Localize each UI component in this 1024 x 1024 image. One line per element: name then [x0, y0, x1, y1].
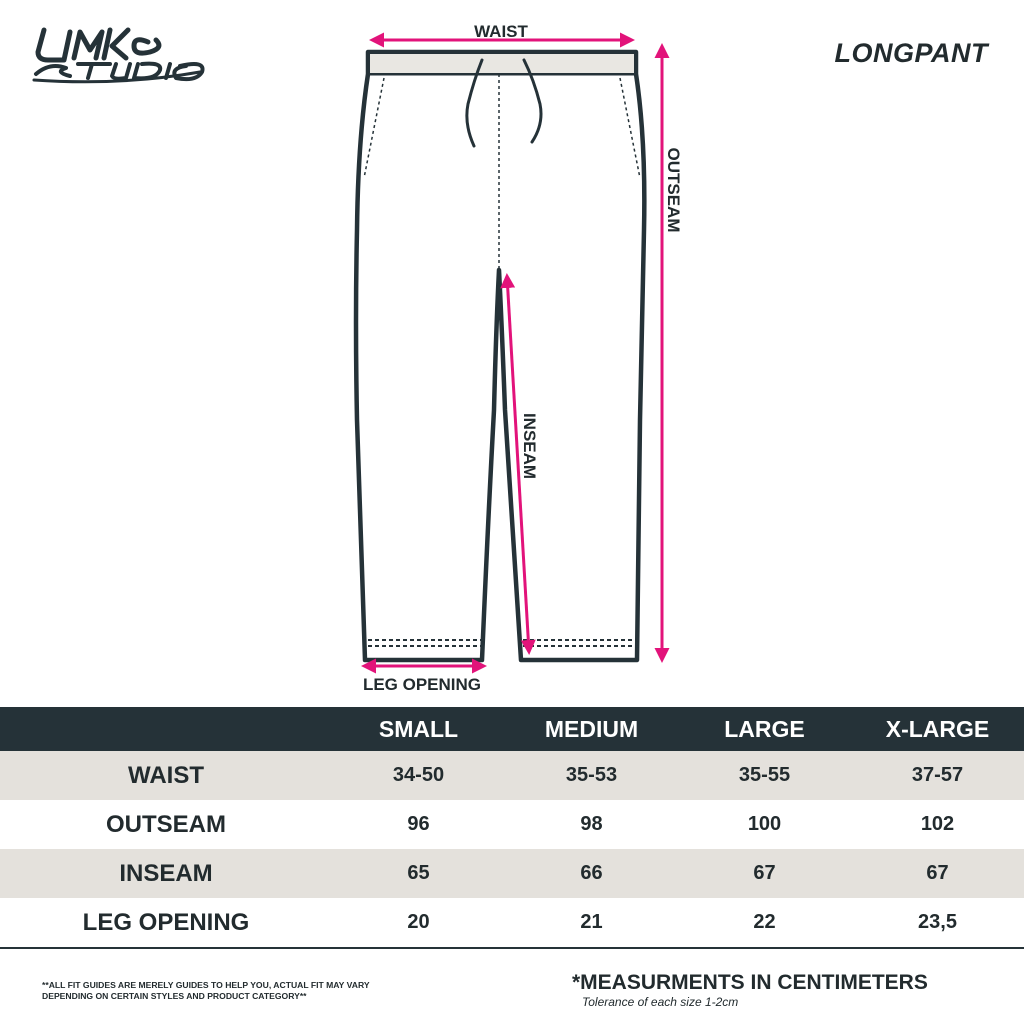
table-cell: 67: [678, 849, 851, 898]
table-header-large: LARGE: [678, 707, 851, 751]
hem-stitching: [368, 640, 636, 646]
table-cell: 23,5: [851, 898, 1024, 948]
fit-disclaimer: **ALL FIT GUIDES ARE MERELY GUIDES TO HELP YOU, ACTUAL FIT MAY VARY DEPENDING ON CERTAIN STYLES AND PRODUCT CATEGORY**: [42, 980, 370, 1001]
table-cell: 37-57: [851, 751, 1024, 800]
page-title: LONGPANT: [834, 38, 988, 68]
table-cell: 96: [407, 813, 430, 835]
row-label: OUTSEAM: [106, 810, 226, 838]
table-row-outseam: [0, 800, 1024, 849]
table-cell: 22: [678, 898, 851, 948]
row-label: LEG OPENING: [0, 898, 332, 948]
table-cell: 65: [332, 849, 505, 898]
tolerance-note: Tolerance of each size 1-2cm: [582, 995, 739, 1009]
leg-opening-label: LEG OPENING: [362, 675, 482, 694]
table-row-leg-opening: [0, 898, 1024, 948]
table-row-inseam: [0, 849, 1024, 898]
table-cell: 21: [505, 898, 678, 948]
table-cell: 66: [505, 849, 678, 898]
pants-outline: [356, 52, 644, 660]
table-cell: 98: [580, 813, 603, 835]
table-cell: 35-55: [678, 751, 851, 800]
size-table: [0, 707, 1024, 949]
outseam-label: OUTSEAM: [664, 147, 683, 233]
row-label: INSEAM: [0, 849, 332, 898]
table-row-waist: [0, 751, 1024, 800]
table-cell: 67: [851, 849, 1024, 898]
row-label: WAIST: [0, 751, 332, 800]
pants-body: [356, 52, 644, 660]
table-cell: 35-53: [505, 751, 678, 800]
table-cell: 102: [920, 813, 955, 835]
table-header-small: SMALL: [332, 707, 505, 751]
table-header-medium: MEDIUM: [505, 707, 678, 751]
table-header-row: [0, 707, 1024, 751]
table-header-empty: [0, 707, 332, 751]
table-header-xlarge: X-LARGE: [851, 707, 1024, 751]
inseam-label: INSEAM: [520, 412, 539, 480]
table-cell: 20: [332, 898, 505, 948]
waist-label: WAIST: [474, 22, 528, 41]
table-cell: 34-50: [332, 751, 505, 800]
waistband: [370, 54, 634, 73]
table-cell: 100: [747, 813, 782, 835]
units-note: *MEASURMENTS IN CENTIMETERS: [572, 971, 928, 994]
